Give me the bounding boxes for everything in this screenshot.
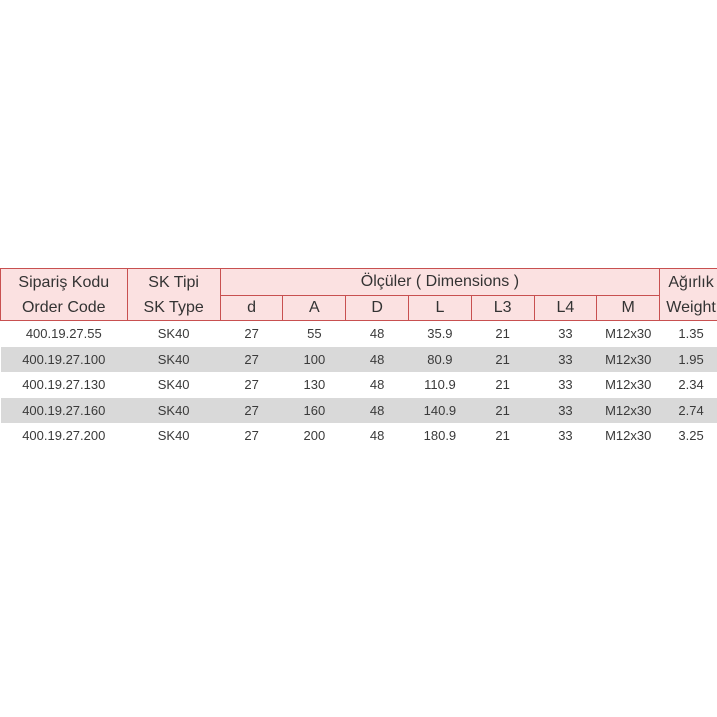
order-code-header-tr: Sipariş Kodu <box>18 273 110 291</box>
dim-col-header: L4 <box>534 296 597 321</box>
l3-cell: 21 <box>471 347 534 373</box>
weight-header-en: Weight <box>666 298 716 316</box>
m-cell: M12x30 <box>605 326 652 342</box>
l4-cell: 33 <box>558 377 573 393</box>
order-code-cell: 400.19.27.100 <box>1 347 128 373</box>
weight-cell: 3.25 <box>678 428 704 444</box>
weight-cell: 1.35 <box>678 326 704 342</box>
dim-col-header: d <box>220 296 283 321</box>
dd-cell: 48 <box>369 326 385 342</box>
sk-type-header-en: SK Type <box>143 298 204 316</box>
dim-col-header: A <box>283 296 346 321</box>
a-cell: 160 <box>283 398 346 424</box>
l3-cell: 21 <box>471 398 534 424</box>
l3-cell: 21 <box>495 377 510 393</box>
dim-col-header: L <box>409 296 472 321</box>
l3-cell: 21 <box>495 326 510 342</box>
weight-cell: 1.95 <box>660 347 717 373</box>
table-row <box>1 347 717 373</box>
l4-cell: 33 <box>558 326 573 342</box>
weight-header <box>660 269 717 321</box>
dim-col-header: D <box>346 296 409 321</box>
table-header <box>1 269 717 321</box>
d-cell: 27 <box>244 428 259 444</box>
m-cell: M12x30 <box>597 398 660 424</box>
order-code-cell: 400.19.27.130 <box>22 377 106 393</box>
order-code-cell: 400.19.27.200 <box>22 428 106 444</box>
d-cell: 27 <box>244 377 259 393</box>
a-cell: 55 <box>307 326 322 342</box>
l4-cell: 33 <box>558 428 573 444</box>
l-cell: 80.9 <box>409 347 472 373</box>
sk-type-cell: SK40 <box>127 347 220 373</box>
l4-cell: 33 <box>534 398 597 424</box>
l3-cell: 21 <box>495 428 510 444</box>
table-row <box>1 321 717 347</box>
m-cell: M12x30 <box>597 347 660 373</box>
sk-type-header-tr: SK Tipi <box>148 273 199 291</box>
weight-cell: 2.74 <box>660 398 717 424</box>
product-dimensions-table <box>0 268 717 449</box>
a-cell: 130 <box>303 377 326 393</box>
dd-cell: 48 <box>369 428 385 444</box>
dd-cell: 48 <box>346 347 409 373</box>
sk-type-cell: SK40 <box>157 326 190 342</box>
table-row <box>1 372 717 398</box>
a-cell: 100 <box>283 347 346 373</box>
dd-cell: 48 <box>346 398 409 424</box>
order-code-header <box>1 269 128 321</box>
m-cell: M12x30 <box>605 377 652 393</box>
order-code-cell: 400.19.27.55 <box>25 326 102 342</box>
l-cell: 35.9 <box>427 326 453 342</box>
sk-type-header <box>127 269 220 321</box>
table-row <box>1 398 717 424</box>
l-cell: 180.9 <box>423 428 457 444</box>
l4-cell: 33 <box>534 347 597 373</box>
d-cell: 27 <box>220 398 283 424</box>
sk-type-cell: SK40 <box>127 398 220 424</box>
dim-col-header: L3 <box>471 296 534 321</box>
weight-cell: 2.34 <box>678 377 704 393</box>
dd-cell: 48 <box>369 377 385 393</box>
dimensions-header: Ölçüler ( Dimensions ) <box>220 269 659 296</box>
m-cell: M12x30 <box>605 428 652 444</box>
product-table-container <box>0 268 717 449</box>
sk-type-cell: SK40 <box>157 377 190 393</box>
order-code-header-en: Order Code <box>21 298 106 316</box>
a-cell: 200 <box>303 428 326 444</box>
dim-col-header: M <box>597 296 660 321</box>
order-code-cell: 400.19.27.160 <box>1 398 128 424</box>
table-row <box>1 423 717 449</box>
l-cell: 140.9 <box>409 398 472 424</box>
weight-header-tr: Ağırlık <box>668 273 714 291</box>
table-body <box>1 321 717 449</box>
d-cell: 27 <box>244 326 259 342</box>
d-cell: 27 <box>220 347 283 373</box>
sk-type-cell: SK40 <box>157 428 190 444</box>
l-cell: 110.9 <box>424 377 456 393</box>
